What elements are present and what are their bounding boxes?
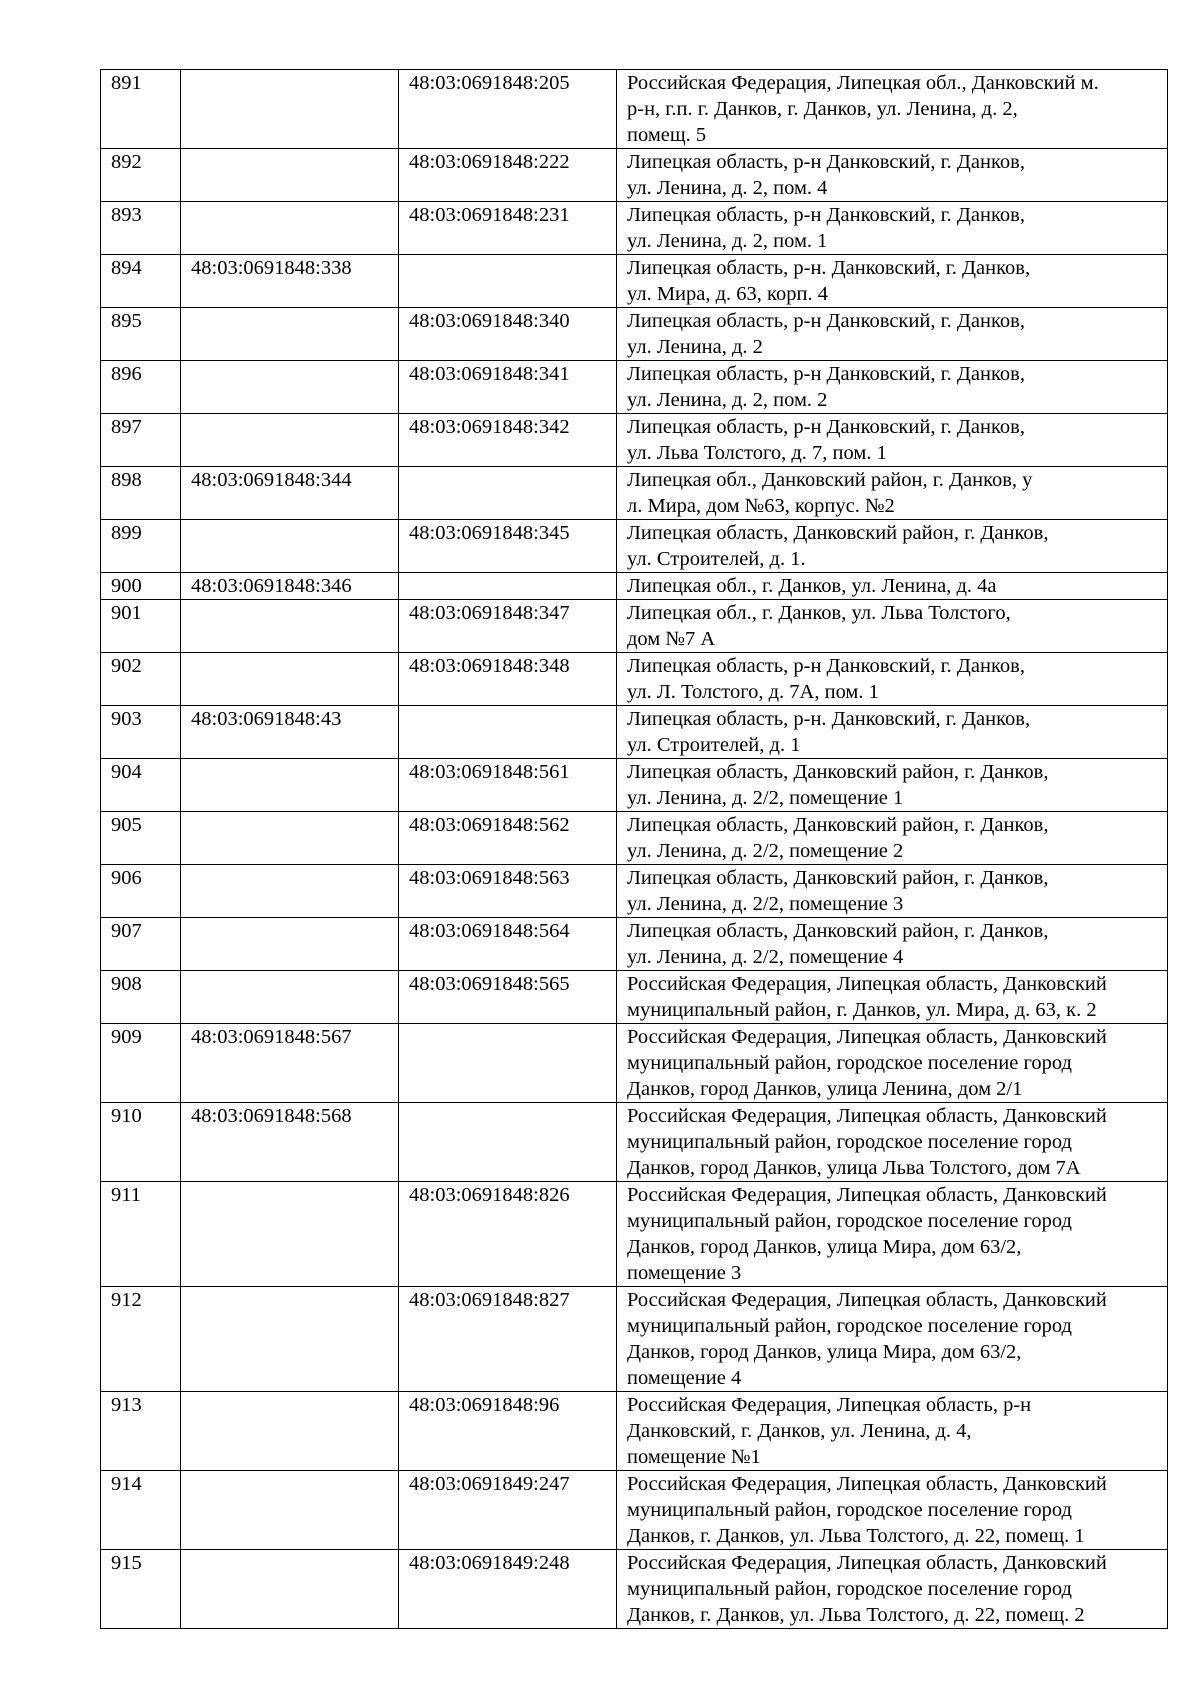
row-number-cell: 904 (101, 759, 181, 812)
land-cadastral-number-cell (181, 865, 399, 918)
object-cadastral-number-cell: 48:03:0691848:205 (399, 70, 617, 149)
row-number-cell: 898 (101, 467, 181, 520)
row-number-cell: 901 (101, 600, 181, 653)
table-row (101, 1182, 1168, 1287)
table-row (101, 918, 1168, 971)
address-cell: Липецкая область, р-н. Данковский, г. Данков, ул. Мира, д. 63, корп. 4 (617, 255, 1168, 308)
land-cadastral-number-cell (181, 202, 399, 255)
table-row (101, 1471, 1168, 1550)
table-row (101, 255, 1168, 308)
address-cell: Липецкая область, р-н Данковский, г. Данков, ул. Ленина, д. 2, пом. 2 (617, 361, 1168, 414)
object-cadastral-number-cell: 48:03:0691848:231 (399, 202, 617, 255)
address-cell: Российская Федерация, Липецкая область, Данковский муниципальный район, городское поселение город Данков, город Данков, улица Льва Толстого, дом 7А (617, 1103, 1168, 1182)
table-row (101, 308, 1168, 361)
object-cadastral-number-cell: 48:03:0691848:563 (399, 865, 617, 918)
row-number-cell: 892 (101, 149, 181, 202)
table-row (101, 1103, 1168, 1182)
address-cell: Российская Федерация, Липецкая область, Данковский муниципальный район, городское поселение город Данков, г. Данков, ул. Льва Толстого, д. 22, помещ. 1 (617, 1471, 1168, 1550)
row-number-cell: 900 (101, 573, 181, 600)
object-cadastral-number-cell: 48:03:0691848:345 (399, 520, 617, 573)
row-number-cell: 910 (101, 1103, 181, 1182)
row-number-cell: 895 (101, 308, 181, 361)
table-row (101, 812, 1168, 865)
row-number-cell: 911 (101, 1182, 181, 1287)
object-cadastral-number-cell: 48:03:0691848:341 (399, 361, 617, 414)
address-cell: Российская Федерация, Липецкая обл., Данковский м. р-н, г.п. г. Данков, г. Данков, ул. Ленина, д. 2, помещ. 5 (617, 70, 1168, 149)
row-number-cell: 905 (101, 812, 181, 865)
land-cadastral-number-cell: 48:03:0691848:338 (181, 255, 399, 308)
table-row (101, 1287, 1168, 1392)
address-cell: Липецкая обл., Данковский район, г. Данков, у л. Мира, дом №63, корпус. №2 (617, 467, 1168, 520)
object-cadastral-number-cell (399, 706, 617, 759)
table-row (101, 1550, 1168, 1629)
address-cell: Липецкая обл., г. Данков, ул. Льва Толстого, дом №7 А (617, 600, 1168, 653)
address-cell: Российская Федерация, Липецкая область, Данковский муниципальный район, городское поселение город Данков, г. Данков, ул. Льва Толстого, д. 22, помещ. 2 (617, 1550, 1168, 1629)
table-row (101, 600, 1168, 653)
object-cadastral-number-cell (399, 255, 617, 308)
land-cadastral-number-cell (181, 149, 399, 202)
table-row (101, 653, 1168, 706)
address-cell: Российская Федерация, Липецкая область, Данковский муниципальный район, г. Данков, ул. Мира, д. 63, к. 2 (617, 971, 1168, 1024)
row-number-cell: 906 (101, 865, 181, 918)
address-cell: Российская Федерация, Липецкая область, Данковский муниципальный район, городское поселение город Данков, город Данков, улица Ленина, дом 2/1 (617, 1024, 1168, 1103)
cadastral-table (100, 69, 1168, 1629)
row-number-cell: 894 (101, 255, 181, 308)
table-row (101, 1392, 1168, 1471)
address-cell: Липецкая область, р-н Данковский, г. Данков, ул. Ленина, д. 2 (617, 308, 1168, 361)
address-cell: Липецкая область, Данковский район, г. Данков, ул. Ленина, д. 2/2, помещение 3 (617, 865, 1168, 918)
row-number-cell: 891 (101, 70, 181, 149)
row-number-cell: 909 (101, 1024, 181, 1103)
table-row (101, 520, 1168, 573)
object-cadastral-number-cell: 48:03:0691848:222 (399, 149, 617, 202)
land-cadastral-number-cell (181, 1550, 399, 1629)
address-cell: Липецкая область, р-н Данковский, г. Данков, ул. Ленина, д. 2, пом. 4 (617, 149, 1168, 202)
land-cadastral-number-cell (181, 812, 399, 865)
address-cell: Липецкая область, Данковский район, г. Данков, ул. Строителей, д. 1. (617, 520, 1168, 573)
table-row (101, 971, 1168, 1024)
address-cell: Российская Федерация, Липецкая область, Данковский муниципальный район, городское поселение город Данков, город Данков, улица Мира, дом 63/2, помещение 3 (617, 1182, 1168, 1287)
object-cadastral-number-cell: 48:03:0691849:248 (399, 1550, 617, 1629)
address-cell: Липецкая область, р-н Данковский, г. Данков, ул. Ленина, д. 2, пом. 1 (617, 202, 1168, 255)
table-row (101, 467, 1168, 520)
object-cadastral-number-cell: 48:03:0691848:826 (399, 1182, 617, 1287)
address-cell: Липецкая область, р-н Данковский, г. Данков, ул. Льва Толстого, д. 7, пом. 1 (617, 414, 1168, 467)
land-cadastral-number-cell: 48:03:0691848:567 (181, 1024, 399, 1103)
address-cell: Липецкая область, Данковский район, г. Данков, ул. Ленина, д. 2/2, помещение 2 (617, 812, 1168, 865)
land-cadastral-number-cell: 48:03:0691848:568 (181, 1103, 399, 1182)
row-number-cell: 902 (101, 653, 181, 706)
row-number-cell: 899 (101, 520, 181, 573)
row-number-cell: 907 (101, 918, 181, 971)
land-cadastral-number-cell (181, 759, 399, 812)
row-number-cell: 915 (101, 1550, 181, 1629)
land-cadastral-number-cell (181, 600, 399, 653)
table-row (101, 1024, 1168, 1103)
land-cadastral-number-cell (181, 653, 399, 706)
row-number-cell: 913 (101, 1392, 181, 1471)
object-cadastral-number-cell: 48:03:0691848:827 (399, 1287, 617, 1392)
land-cadastral-number-cell (181, 70, 399, 149)
land-cadastral-number-cell (181, 1182, 399, 1287)
table-row (101, 414, 1168, 467)
land-cadastral-number-cell (181, 520, 399, 573)
address-cell: Российская Федерация, Липецкая область, р-н Данковский, г. Данков, ул. Ленина, д. 4, помещение №1 (617, 1392, 1168, 1471)
table-row (101, 149, 1168, 202)
row-number-cell: 893 (101, 202, 181, 255)
object-cadastral-number-cell: 48:03:0691849:247 (399, 1471, 617, 1550)
table-row (101, 865, 1168, 918)
table-row (101, 361, 1168, 414)
object-cadastral-number-cell (399, 573, 617, 600)
row-number-cell: 897 (101, 414, 181, 467)
land-cadastral-number-cell (181, 1471, 399, 1550)
row-number-cell: 912 (101, 1287, 181, 1392)
row-number-cell: 896 (101, 361, 181, 414)
table-row (101, 573, 1168, 600)
table-row (101, 202, 1168, 255)
row-number-cell: 914 (101, 1471, 181, 1550)
table-body (101, 70, 1168, 1629)
object-cadastral-number-cell (399, 1024, 617, 1103)
object-cadastral-number-cell: 48:03:0691848:565 (399, 971, 617, 1024)
address-cell: Липецкая область, р-н Данковский, г. Данков, ул. Л. Толстого, д. 7А, пом. 1 (617, 653, 1168, 706)
object-cadastral-number-cell: 48:03:0691848:96 (399, 1392, 617, 1471)
object-cadastral-number-cell (399, 467, 617, 520)
row-number-cell: 908 (101, 971, 181, 1024)
table-row (101, 70, 1168, 149)
address-cell: Липецкая область, Данковский район, г. Данков, ул. Ленина, д. 2/2, помещение 1 (617, 759, 1168, 812)
land-cadastral-number-cell: 48:03:0691848:346 (181, 573, 399, 600)
land-cadastral-number-cell (181, 1287, 399, 1392)
object-cadastral-number-cell (399, 1103, 617, 1182)
address-cell: Липецкая обл., г. Данков, ул. Ленина, д. 4а (617, 573, 1168, 600)
object-cadastral-number-cell: 48:03:0691848:564 (399, 918, 617, 971)
land-cadastral-number-cell: 48:03:0691848:344 (181, 467, 399, 520)
land-cadastral-number-cell: 48:03:0691848:43 (181, 706, 399, 759)
object-cadastral-number-cell: 48:03:0691848:348 (399, 653, 617, 706)
land-cadastral-number-cell (181, 971, 399, 1024)
land-cadastral-number-cell (181, 1392, 399, 1471)
address-cell: Липецкая область, Данковский район, г. Данков, ул. Ленина, д. 2/2, помещение 4 (617, 918, 1168, 971)
table-row (101, 706, 1168, 759)
row-number-cell: 903 (101, 706, 181, 759)
table-row (101, 759, 1168, 812)
address-cell: Российская Федерация, Липецкая область, Данковский муниципальный район, городское поселение город Данков, город Данков, улица Мира, дом 63/2, помещение 4 (617, 1287, 1168, 1392)
object-cadastral-number-cell: 48:03:0691848:347 (399, 600, 617, 653)
land-cadastral-number-cell (181, 361, 399, 414)
object-cadastral-number-cell: 48:03:0691848:561 (399, 759, 617, 812)
land-cadastral-number-cell (181, 308, 399, 361)
land-cadastral-number-cell (181, 918, 399, 971)
address-cell: Липецкая область, р-н. Данковский, г. Данков, ул. Строителей, д. 1 (617, 706, 1168, 759)
object-cadastral-number-cell: 48:03:0691848:340 (399, 308, 617, 361)
object-cadastral-number-cell: 48:03:0691848:342 (399, 414, 617, 467)
object-cadastral-number-cell: 48:03:0691848:562 (399, 812, 617, 865)
land-cadastral-number-cell (181, 414, 399, 467)
